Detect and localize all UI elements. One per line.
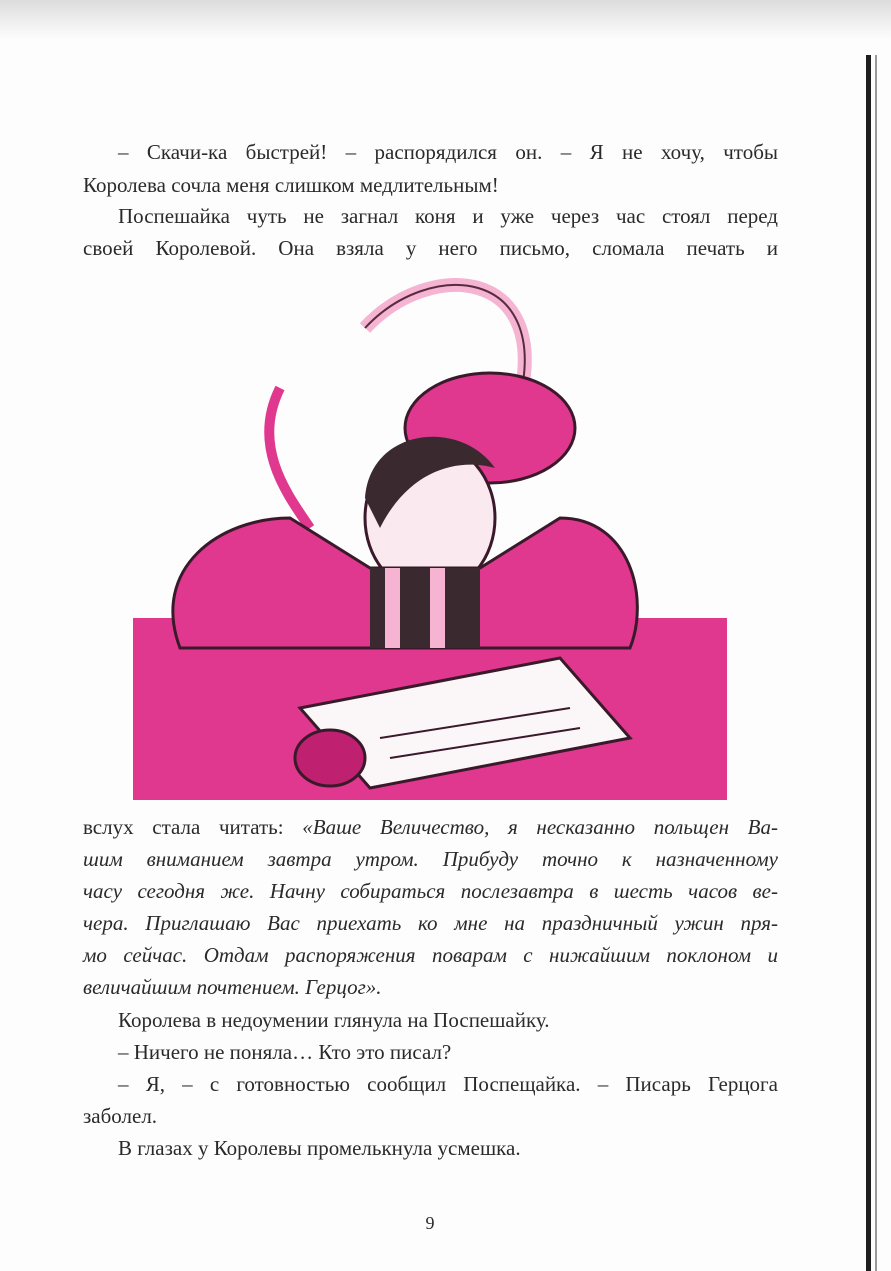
text-line: – Я, – с готовностью сообщил Поспещайка. – Писарь Герцога	[118, 1072, 778, 1096]
letter-text: мо сейчас. Отдам распоряжения поварам с нижайшим поклоном и	[83, 943, 778, 967]
text-line: заболел.	[83, 1104, 158, 1128]
letter-line	[83, 972, 778, 1002]
text-line: – Скачи-ка быстрей! – распорядился он. – Я не хочу, чтобы	[118, 140, 778, 164]
letter-text: чера. Приглашаю Вас приехать ко мне на праздничный ужин пря-	[83, 911, 778, 935]
text-line: Королева сочла меня слишком медлительным!	[83, 173, 499, 197]
text-line: своей Королевой. Она взяла у него письмо, сломала печать и	[83, 236, 778, 260]
letter-line	[83, 940, 778, 970]
letter-line	[83, 876, 778, 906]
letter-text: шим вниманием завтра утром. Прибуду точно к назначенному	[83, 847, 778, 871]
inkwell	[295, 730, 365, 786]
letter-text: часу сегодня же. Начну собираться послезавтра в шесть часов ве-	[83, 879, 778, 903]
text-line: Королева в недоумении глянула на Поспешайку.	[118, 1008, 550, 1032]
illustration-scribe-writing-letter	[130, 268, 730, 803]
letter-text: величайшим почтением. Герцог».	[83, 975, 382, 999]
text-line: – Ничего не поняла… Кто это писал?	[118, 1040, 452, 1064]
scan-top-shadow	[0, 0, 891, 40]
letter-text: «Ваше Величество, я несказанно польщен Ва-	[302, 815, 778, 839]
letter-line	[83, 844, 778, 874]
page-edge	[866, 55, 871, 1271]
text-line: В глазах у Королевы промелькнула усмешка.	[118, 1136, 521, 1160]
letter-line	[83, 812, 778, 842]
page-number: 9	[425, 1213, 435, 1233]
page-edge-secondary	[875, 55, 877, 1271]
letter-intro: вслух стала читать:	[83, 815, 303, 839]
text-line: Поспешайка чуть не загнал коня и уже через час стоял перед	[118, 204, 778, 228]
letter-line	[83, 908, 778, 938]
